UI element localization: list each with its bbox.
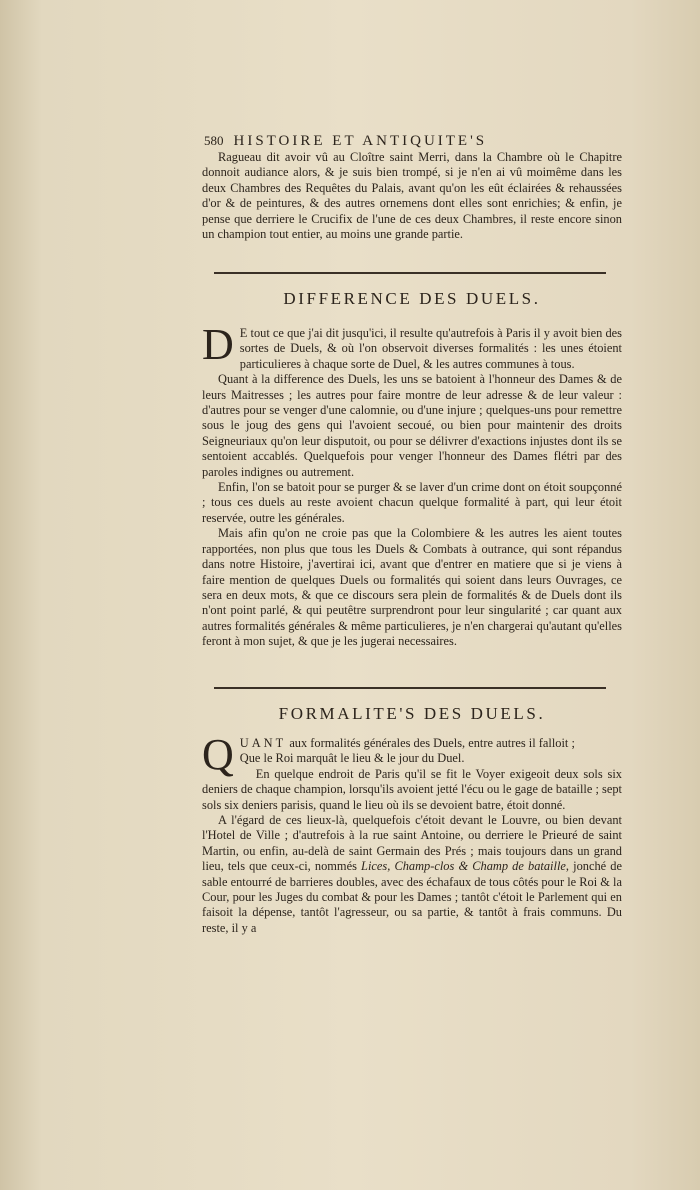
paragraph: En quelque endroit de Paris qu'il se fit le Voyer exigeoit deux sols six deniers de chaque champion, lorsqu'ils avoient jetté l'écu ou le gage de bataille ; sept sols six deniers parisis, quand le lieu où ils se devoient batre, étoit donné. (202, 766, 622, 812)
drop-cap: D (202, 320, 234, 369)
paragraph (202, 813, 622, 936)
section-body (202, 320, 622, 650)
page-number: 580 (204, 133, 224, 148)
opening-word: UANT (239, 736, 287, 750)
italic-terms: Lices, Champ-clos & Champ de bataille (361, 859, 566, 874)
opening-paragraph (202, 320, 622, 372)
paragraph-text: aux formalités générales des Duels, entre autres il falloit ; (289, 736, 575, 750)
paragraph: Que le Roi marquât le lieu & le jour du Duel. (239, 751, 465, 766)
paragraph-text: E tout ce que j'ai dit jusqu'ici, il resulte qu'autrefois à Paris il y avoit bien des sortes de Duels, & où l'on observoit diverses formalités : les unes étoient particulieres à chaque sorte de Duel, & les autres communes à tous. (239, 326, 622, 371)
running-header (204, 132, 624, 150)
paragraph: Ragueau dit avoir vû au Cloître saint Merri, dans la Chambre où le Chapitre donnoit audiance alors, & je suis bien trompé, si je n'en ai vû moimême dans les deux Chambres des Requêtes du Palais, avant qu'on les eût éclairées & rehaussées d'or & de peintures, & des autres ornemens dont elles sont enrichies; & enfin, je pense que derriere le Crucifix de l'une de ces deux Chambres, il reste encore sinon un champion tout entier, au moins une grande partie. (202, 150, 622, 242)
section-divider (214, 272, 606, 274)
continued-paragraph (202, 150, 622, 242)
section-divider (214, 687, 606, 689)
drop-cap: Q (202, 730, 234, 779)
paragraph-text: A l'égard de ces lieux-là, quelquefois c'étoit devant le Louvre, ou bien devant l'Hotel de Ville ; d'autrefois à la rue saint Antoine, ou derriere le Prieuré de saint Martin, ou enfin, au-delà de saint Germain des Prés ; mais toujours dans un grand lieu, tels que ceux-ci, nommés (202, 813, 622, 874)
paragraph: Quant à la difference des Duels, les uns se batoient à l'honneur des Dames & de leurs Maitresses ; les autres pour faire montre de leur adresse & de leur valeur : d'autres pour se venger d'une calomnie, ou d'une injure ; quelques-uns pour remettre sous le joug des gens qui l'avoient secoué, ou bien pour maintenir des droits Seigneuriaux qu'on leur disputoit, ou pour se délivrer d'exactions injustes dont ils se sentoient accablés. Quelquefois pour venger l'honneur des Dames flétri par des paroles indignes ou autrement. (202, 372, 622, 479)
paragraph-text: , jonché de sable entourré de barrieres doubles, avec des échafaux de tous côtés pour le Roi & la Cour, pour les Juges du combat & pour les Dames ; tantôt c'étoit le Parlement qui en faisoit la dépense, tantôt l'agresseur, ou sa partie, & tantôt à frais communs. Du reste, il y a (202, 859, 622, 935)
section-title: FORMALITE'S DES DUELS. (278, 704, 546, 723)
paragraph: Enfin, l'on se batoit pour se purger & se laver d'un crime dont on étoit soupçonné ; tous ces duels au reste avoient chacun quelque formalité à part, qui leur étoit reservée, outre les générales. (202, 480, 622, 525)
section-title: DIFFERENCE DES DUELS. (283, 289, 541, 308)
section-body (202, 730, 622, 936)
running-head: HISTOIRE ET ANTIQUITE'S (233, 133, 488, 149)
paragraph: Mais afin qu'on ne croie pas que la Colombiere & les autres les aient toutes rapportées, non plus que tous les Duels & Combats à outrance, qui sont répandus dans notre Histoire, j'avertirai ici, avant que d'entrer en matiere que si je viens à faire mention de quelques Duels ou formalités qui soient dans leurs Ouvrages, ce sera en deux mots, & que ce discours sera plein de formalités & de Duels dont ils n'ont point parlé, & qui peutêtre surprendront pour leur singularité ; car quant aux autres formalités générales & même particulieres, je n'en chargerai qu'autant qu'elles feront à mon sujet, & que je les jugerai necessaires. (202, 526, 622, 649)
